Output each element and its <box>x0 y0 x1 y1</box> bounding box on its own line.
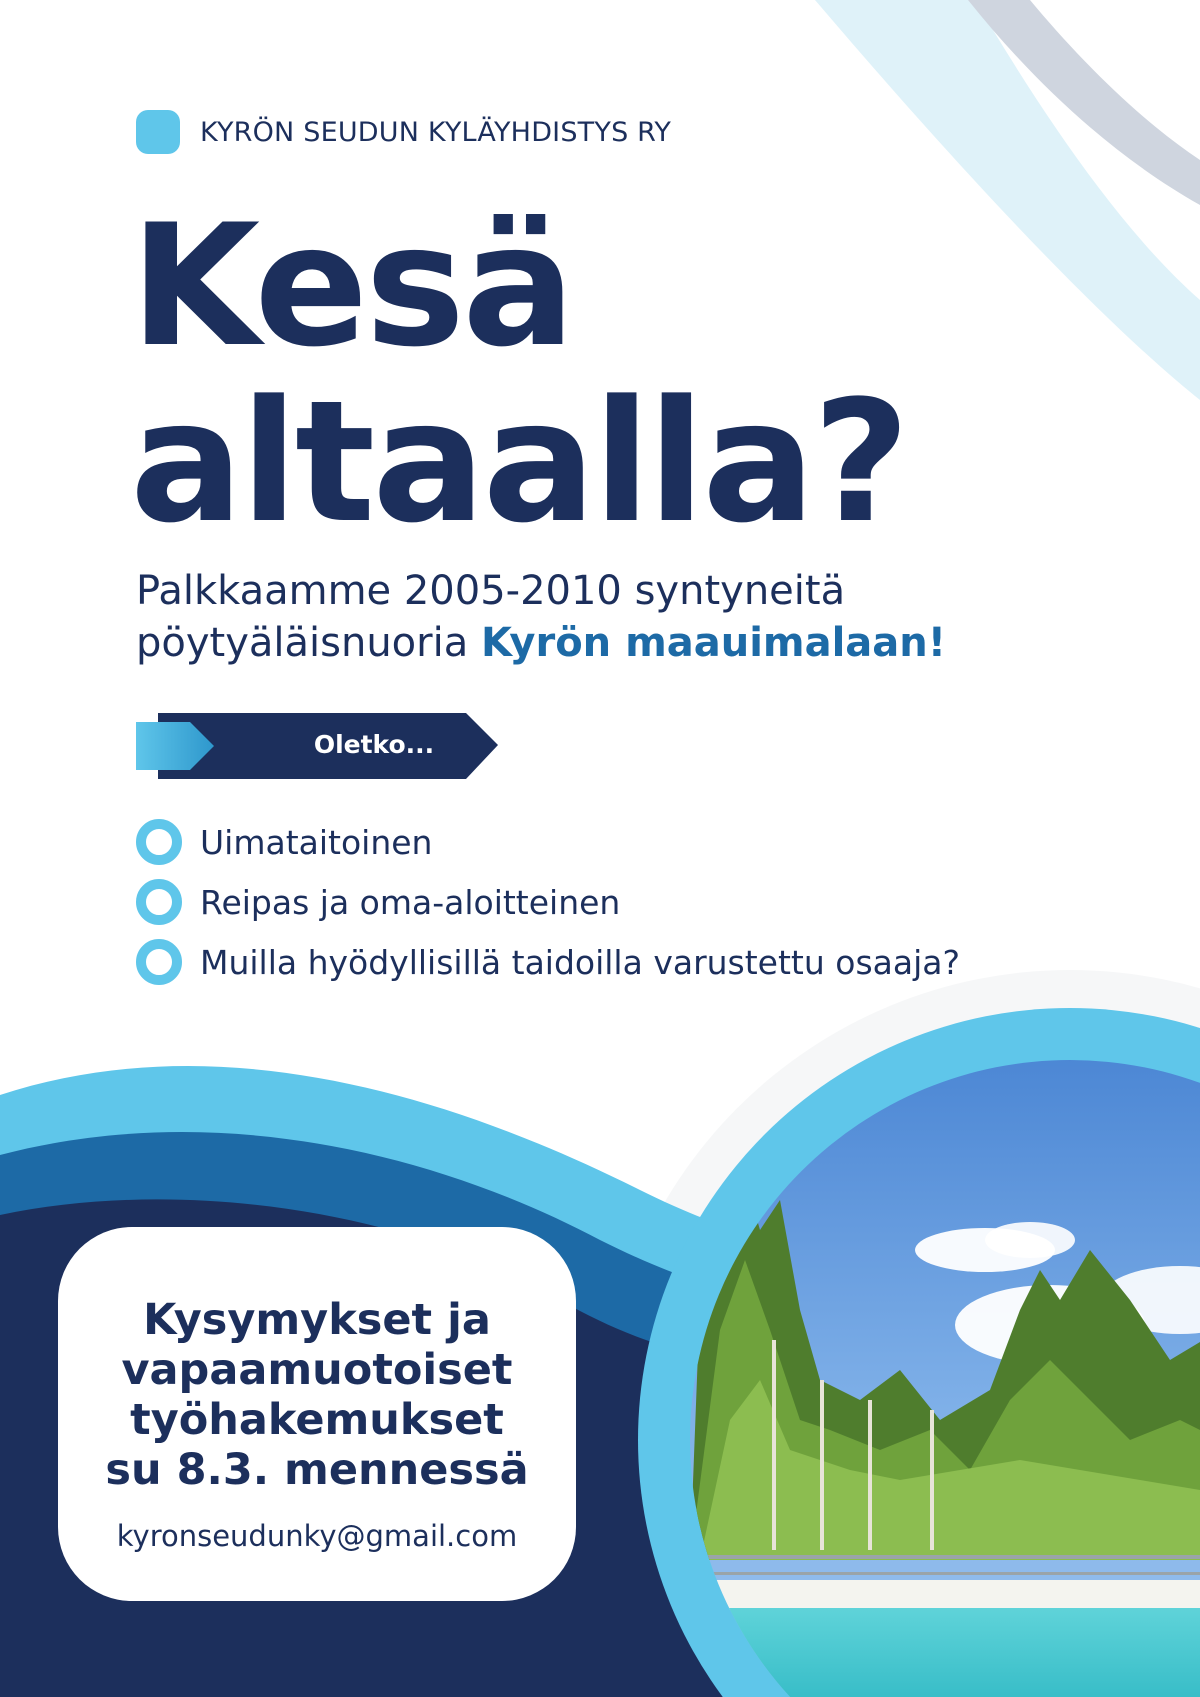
qualities-list <box>136 812 960 992</box>
contact-card-title-line: vapaamuotoiset <box>121 1345 513 1395</box>
subheading-line-2 <box>136 617 946 669</box>
contact-card-title-line: su 8.3. mennessä <box>105 1445 529 1495</box>
subheading-line-1: Palkkaamme 2005-2010 syntyneitä <box>136 568 846 614</box>
oletko-label: Oletko... <box>313 730 435 759</box>
contact-card-title <box>58 1295 576 1495</box>
ring-bullet-icon <box>136 819 182 865</box>
organization-header <box>136 110 671 154</box>
contact-card-title-line: Kysymykset ja <box>143 1295 491 1345</box>
contact-card-title-line: työhakemukset <box>130 1395 504 1445</box>
subheading <box>136 565 946 669</box>
oletko-banner <box>136 711 498 779</box>
list-item-text: Muilla hyödyllisillä taidoilla varustettu osaaja? <box>200 942 960 982</box>
headline-line-2: altaalla? <box>130 364 907 560</box>
subheading-highlight: Kyrön maauimalaan! <box>480 620 947 666</box>
contact-card <box>58 1227 576 1601</box>
ring-bullet-icon <box>136 879 182 925</box>
list-item <box>136 872 960 932</box>
organization-name: KYRÖN SEUDUN KYLÄYHDISTYS RY <box>200 116 672 148</box>
list-item <box>136 812 960 872</box>
ring-bullet-icon <box>136 939 182 985</box>
headline-line-1: Kesä <box>130 188 573 384</box>
list-item <box>136 932 960 992</box>
subheading-prefix: pöytyäläisnuoria <box>136 620 481 666</box>
headline <box>130 188 907 560</box>
contact-email[interactable]: kyronseudunky@gmail.com <box>116 1519 518 1553</box>
list-item-text: Uimataitoinen <box>200 822 433 862</box>
organization-badge <box>136 110 180 154</box>
list-item-text: Reipas ja oma-aloitteinen <box>200 882 621 922</box>
